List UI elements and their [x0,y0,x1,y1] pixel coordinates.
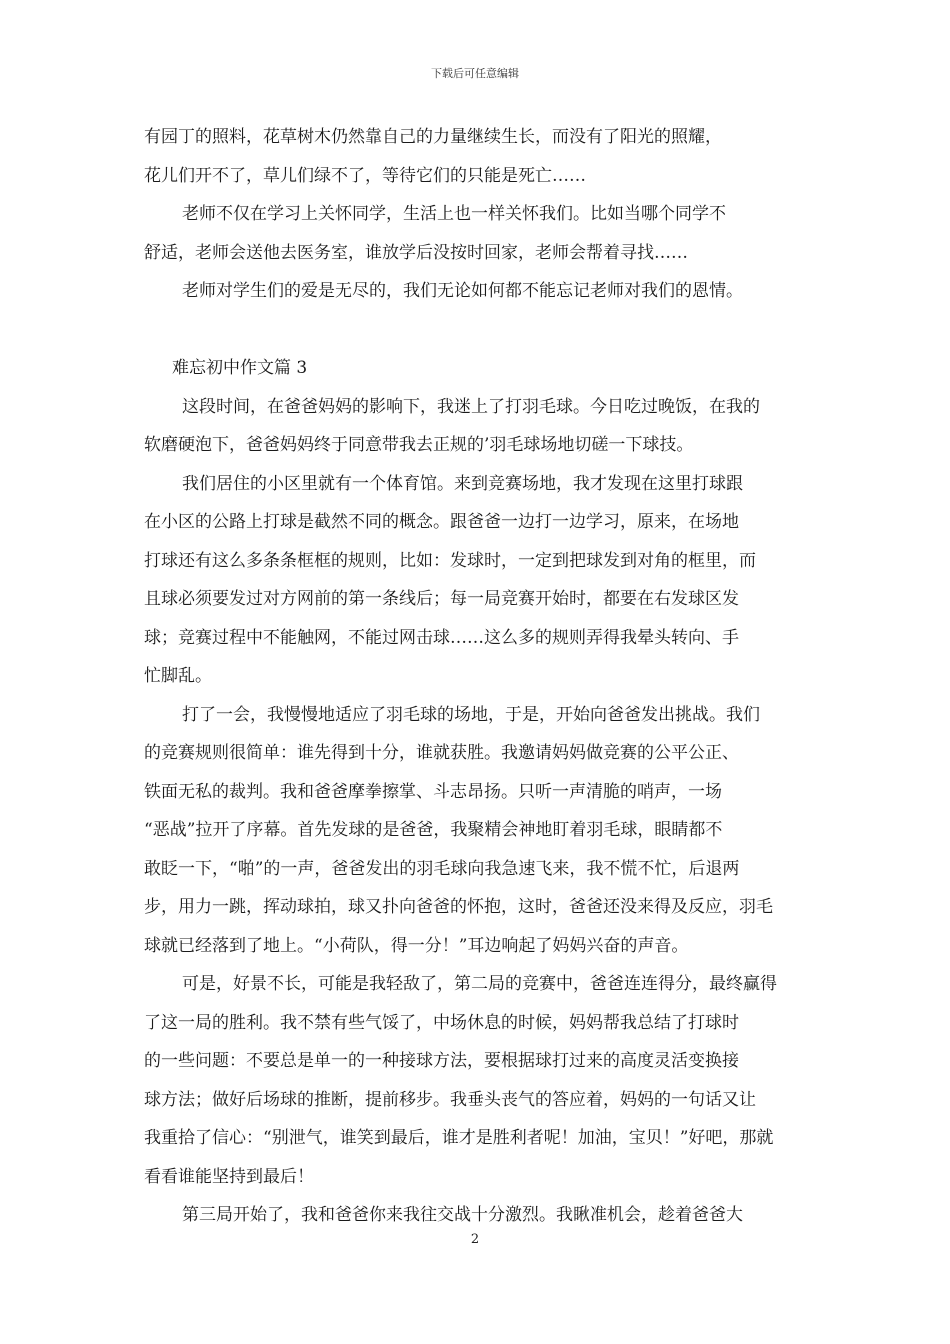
blank-line [144,311,816,350]
paragraph [144,696,816,966]
text-line: 步，用力一跳，挥动球拍，球又扑向爸爸的怀抱，这时，爸爸还没来得及反应，羽毛 [144,897,773,917]
paragraph [144,272,816,311]
text-line: “恶战”拉开了序幕。首先发球的是爸爸，我聚精会神地盯着羽毛球，眼睛都不 [144,820,723,840]
text-line: 软磨硬泡下，爸爸妈妈终于同意带我去正规的’羽毛球场地切磋一下球技。 [144,435,694,455]
text-line: 球方法；做好后场球的推断，提前移步。我垂头丧气的答应着，妈妈的一句话又让 [144,1089,756,1110]
text-line: 的一些问题：不要总是单一的一种接球方法，要根据球打过来的高度灵活变换接 [144,1051,739,1071]
text-line: 老师对学生们的爱是无尽的，我们无论如何都不能忘记老师对我们的恩情。 [182,281,743,301]
text-line: 打了一会，我慢慢地适应了羽毛球的场地，于是，开始向爸爸发出挑战。我们 [182,704,760,725]
text-line: 我们居住的小区里就有一个体育馆。来到竞赛场地，我才发现在这里打球跟 [182,473,743,494]
paragraph [144,1196,816,1235]
text-line: 打球还有这么多条条框框的规则，比如：发球时，一定到把球发到对角的框里，而 [144,550,756,571]
page-header: 下载后可任意编辑 [431,67,519,80]
text-line: 在小区的公路上打球是截然不同的概念。跟爸爸一边打一边学习，原来，在场地 [144,512,739,532]
page-number: 2 [470,1232,480,1247]
text-line: 有园丁的照料，花草树木仍然靠自己的力量继续生长，而没有了阳光的照耀， [144,127,722,147]
text-line: 可是，好景不长，可能是我轻敌了，第二局的竞赛中，爸爸连连得分，最终赢得 [182,974,777,994]
paragraph [144,118,816,195]
text-line: 老师不仅在学习上关怀同学，生活上也一样关怀我们。比如当哪个同学不 [182,204,726,224]
text-line: 忙脚乱。 [144,666,212,686]
paragraph [144,388,816,465]
section-title: 难忘初中作文篇 3 [172,358,308,378]
text-line: 第三局开始了，我和爸爸你来我往交战十分激烈。我瞅准机会，趁着爸爸大 [182,1205,743,1225]
paragraph [144,195,816,272]
text-line: 铁面无私的裁判。我和爸爸摩拳擦掌、斗志昂扬。只听一声清脆的哨声，一场 [144,781,722,802]
paragraph [144,465,816,696]
essay-body [144,388,816,1235]
previous-essay-continuation [144,118,816,311]
paragraph [144,965,816,1196]
document-body [144,118,816,1235]
text-line: 球就已经落到了地上。“小荷队，得一分！”耳边响起了妈妈兴奋的声音。 [144,935,689,956]
text-line: 球；竞赛过程中不能触网，不能过网击球……这么多的规则弄得我晕头转向、手 [144,627,739,648]
text-line: 了这一局的胜利。我不禁有些气馁了，中场休息的时候，妈妈帮我总结了打球时 [144,1012,739,1033]
text-line: 我重拾了信心：“别泄气，谁笑到最后，谁才是胜利者呢！加油，宝贝！”好吧，那就 [144,1128,774,1148]
text-line: 舒适，老师会送他去医务室，谁放学后没按时回家，老师会帮着寻找…… [144,242,688,263]
text-line: 的竞赛规则很简单：谁先得到十分，谁就获胜。我邀请妈妈做竞赛的公平公正、 [144,743,739,763]
text-line: 这段时间，在爸爸妈妈的影响下，我迷上了打羽毛球。今日吃过晚饭，在我的 [182,396,760,417]
text-line: 花儿们开不了，草儿们绿不了，等待它们的只能是死亡…… [144,165,586,186]
text-line: 且球必须要发过对方网前的第一条线后；每一局竞赛开始时，都要在右发球区发 [144,589,739,609]
text-line: 敢眨一下，“啪”的一声，爸爸发出的羽毛球向我急速飞来，我不慌不忙，后退两 [144,858,740,879]
text-line: 看看谁能坚持到最后！ [144,1166,314,1187]
